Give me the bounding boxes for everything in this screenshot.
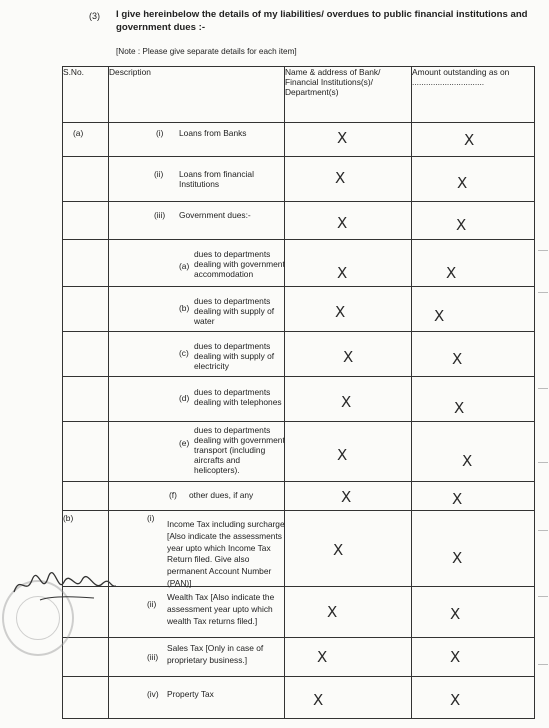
scan-edge-mark — [538, 388, 548, 389]
cross-mark: X — [337, 214, 348, 232]
section-number: (3) — [89, 11, 100, 21]
row-sub: (iii) — [147, 652, 159, 662]
cross-mark: X — [450, 648, 461, 666]
cross-mark: X — [446, 264, 457, 282]
table-row — [63, 377, 535, 422]
cross-mark: X — [454, 399, 465, 417]
cross-mark: X — [434, 307, 445, 325]
scan-edge-mark — [538, 292, 548, 293]
cross-mark: X — [337, 129, 348, 147]
row-sub: (ii) — [154, 169, 164, 179]
cross-mark: X — [317, 648, 328, 666]
cross-mark: X — [343, 348, 354, 366]
row-sub: (e) — [179, 438, 190, 448]
row-desc: Wealth Tax [Also indicate the assessment year upto which wealth Tax returns filed.] — [167, 592, 275, 626]
cross-mark: X — [327, 603, 338, 621]
cross-mark: X — [464, 131, 475, 149]
table-row — [63, 123, 535, 157]
table-row — [63, 422, 535, 482]
row-sub: (i) — [156, 128, 164, 138]
row-desc: other dues, if any — [189, 490, 254, 500]
cross-mark: X — [335, 303, 346, 321]
row-desc: Government dues:- — [179, 210, 251, 220]
scan-edge-mark — [538, 250, 548, 251]
liabilities-table — [62, 66, 535, 719]
table-row — [63, 240, 535, 287]
header-sno: S.No. — [63, 67, 109, 123]
row-sub: (ii) — [147, 599, 157, 609]
scan-edge-mark — [538, 462, 548, 463]
cross-mark: X — [456, 216, 467, 234]
table-row — [63, 202, 535, 240]
row-desc: dues to departments dealing with government accommodation — [194, 249, 285, 279]
scan-edge-mark — [538, 530, 548, 531]
cross-mark: X — [462, 452, 473, 470]
table-header-row — [63, 67, 535, 123]
row-desc: Loans from Banks — [179, 128, 247, 138]
cross-mark: X — [335, 169, 346, 187]
table-row — [63, 587, 535, 638]
cross-mark: X — [457, 174, 468, 192]
cross-mark: X — [313, 691, 324, 709]
row-sub: (f) — [169, 490, 177, 500]
cross-mark: X — [452, 350, 463, 368]
table-row — [63, 638, 535, 677]
cross-mark: X — [450, 691, 461, 709]
header-amount: Amount outstanding as on ............................... — [412, 67, 535, 123]
section-note: [Note : Please give separate details for each item] — [116, 47, 297, 56]
row-desc: Income Tax including surcharge [Also indicate the assessments year upto which Income Tax Return filed. Give also permanent Account Number (PAN)] — [167, 519, 285, 588]
row-sub: (c) — [179, 348, 189, 358]
cross-mark: X — [452, 549, 463, 567]
row-sno: (a) — [73, 128, 84, 138]
header-description: Description — [109, 67, 285, 123]
cross-mark: X — [450, 605, 461, 623]
row-sub: (d) — [179, 393, 190, 403]
cross-mark: X — [341, 488, 352, 506]
cross-mark: X — [337, 264, 348, 282]
row-desc: dues to departments dealing with supply of water — [194, 296, 275, 326]
cross-mark: X — [337, 446, 348, 464]
scan-edge-mark — [538, 664, 548, 665]
row-sub: (a) — [179, 261, 190, 271]
handwritten-signature-image — [10, 566, 120, 606]
row-sno: (b) — [63, 513, 74, 523]
row-desc: dues to departments dealing with government transport (including aircrafts and helicopters). — [194, 425, 285, 475]
row-desc: Property Tax — [167, 689, 214, 699]
table-row — [63, 287, 535, 332]
scan-edge-mark — [538, 596, 548, 597]
row-sub: (b) — [179, 303, 190, 313]
row-desc: Sales Tax [Only in case of proprietary business.] — [167, 643, 264, 665]
row-desc: Loans from financial Institutions — [179, 169, 254, 189]
table-row — [63, 157, 535, 202]
table-row — [63, 332, 535, 377]
table-row — [63, 511, 535, 587]
row-desc: dues to departments dealing with telephones — [194, 387, 282, 407]
row-sub: (iii) — [154, 210, 166, 220]
row-sub: (iv) — [147, 689, 159, 699]
header-bank: Name & address of Bank/ Financial Institutions(s)/ Department(s) — [285, 67, 412, 123]
row-sub: (i) — [147, 513, 155, 523]
table-row — [63, 482, 535, 511]
table-row — [63, 677, 535, 719]
section-intro: I give hereinbelow the details of my liabilities/ overdues to public financial institutions and government dues :- — [116, 9, 528, 33]
cross-mark: X — [452, 490, 463, 508]
cross-mark: X — [341, 393, 352, 411]
row-desc: dues to departments dealing with supply of electricity — [194, 341, 275, 371]
cross-mark: X — [333, 541, 344, 559]
